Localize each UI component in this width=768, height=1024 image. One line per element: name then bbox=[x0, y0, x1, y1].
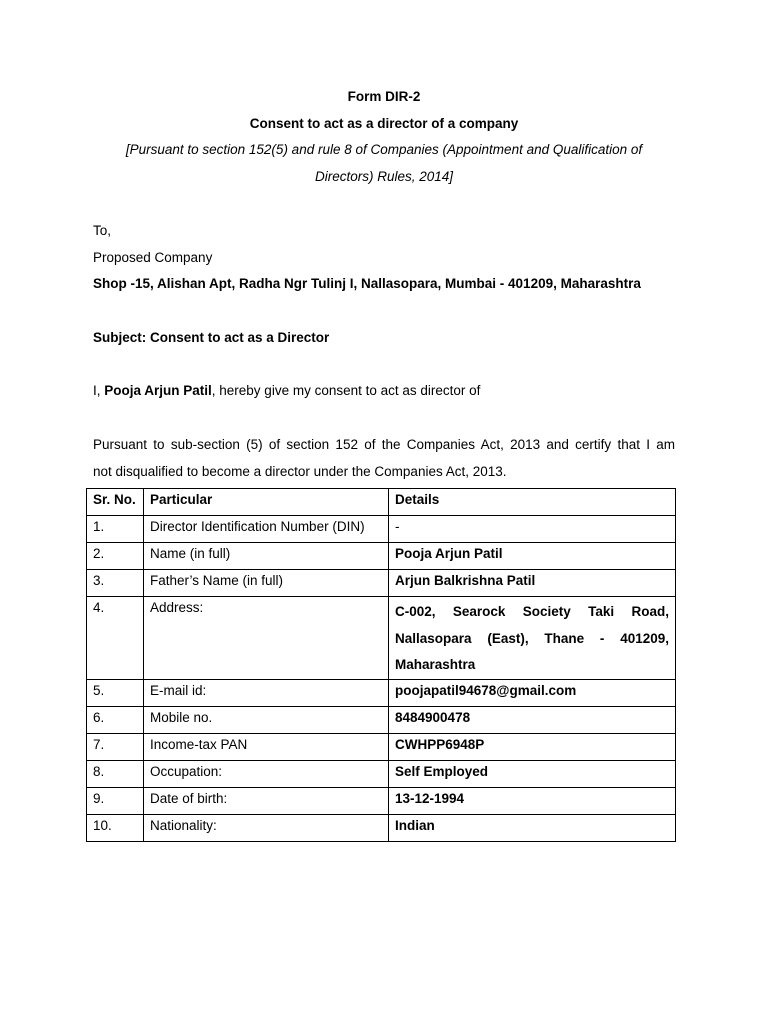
table-header-row bbox=[87, 489, 676, 516]
salutation-to: To, bbox=[93, 223, 112, 238]
row-sr: 2. bbox=[87, 543, 144, 570]
address-line2: Nallasopara (East), Thane - 401209, bbox=[395, 630, 669, 646]
director-details-table bbox=[86, 488, 676, 842]
form-subtitle-line2: Directors) Rules, 2014] bbox=[314, 169, 454, 184]
row-particular: Mobile no. bbox=[144, 706, 389, 733]
row-details: CWHPP6948P bbox=[389, 733, 676, 760]
row-particular: Nationality: bbox=[144, 814, 389, 841]
table-row bbox=[87, 516, 676, 543]
header-particular: Particular bbox=[144, 489, 389, 516]
row-particular: Address: bbox=[144, 597, 389, 680]
row-details: 13-12-1994 bbox=[389, 787, 676, 814]
declaration-line2: not disqualified to become a director under the Companies Act, 2013. bbox=[93, 464, 507, 479]
table-row bbox=[87, 706, 676, 733]
consent-prefix: I, bbox=[93, 383, 105, 398]
subject-line: Subject: Consent to act as a Director bbox=[93, 330, 330, 345]
row-sr: 5. bbox=[87, 679, 144, 706]
consent-statement bbox=[93, 383, 480, 398]
table-row bbox=[87, 814, 676, 841]
row-sr: 8. bbox=[87, 760, 144, 787]
row-particular: Name (in full) bbox=[144, 543, 389, 570]
row-particular: E-mail id: bbox=[144, 679, 389, 706]
row-sr: 9. bbox=[87, 787, 144, 814]
addressee-company: Proposed Company bbox=[93, 250, 213, 265]
form-title: Consent to act as a director of a company bbox=[249, 116, 519, 131]
header-details: Details bbox=[389, 489, 676, 516]
declaration-line1: Pursuant to sub-section (5) of section 152 of the Companies Act, 2013 and certify that I am bbox=[93, 437, 675, 452]
row-sr: 7. bbox=[87, 733, 144, 760]
row-details: Self Employed bbox=[389, 760, 676, 787]
row-sr: 4. bbox=[87, 597, 144, 680]
row-details: Indian bbox=[389, 814, 676, 841]
address-line1: C-002, Searock Society Taki Road, bbox=[395, 604, 669, 619]
row-particular: Date of birth: bbox=[144, 787, 389, 814]
declaration-paragraph bbox=[93, 436, 675, 481]
table-row bbox=[87, 570, 676, 597]
row-particular: Occupation: bbox=[144, 760, 389, 787]
row-particular: Income-tax PAN bbox=[144, 733, 389, 760]
table-row bbox=[87, 760, 676, 787]
addressee-address: Shop -15, Alishan Apt, Radha Ngr Tulinj I, Nallasopara, Mumbai - 401209, Maharashtra bbox=[93, 276, 641, 291]
consent-suffix: , hereby give my consent to act as director of bbox=[211, 383, 481, 398]
address-line3: Maharashtra bbox=[395, 657, 476, 672]
row-particular: Director Identification Number (DIN) bbox=[144, 516, 389, 543]
row-details: 8484900478 bbox=[389, 706, 676, 733]
table-row bbox=[87, 543, 676, 570]
row-sr: 6. bbox=[87, 706, 144, 733]
table-row bbox=[87, 733, 676, 760]
row-details-address bbox=[389, 597, 676, 680]
consent-name: Pooja Arjun Patil bbox=[104, 383, 212, 398]
header-sr-no: Sr. No. bbox=[87, 489, 144, 516]
row-details: Pooja Arjun Patil bbox=[389, 543, 676, 570]
form-number: Form DIR-2 bbox=[347, 89, 421, 104]
table-row bbox=[87, 597, 676, 680]
table-row bbox=[87, 679, 676, 706]
form-subtitle-line1: [Pursuant to section 152(5) and rule 8 of Companies (Appointment and Qualification of bbox=[125, 142, 643, 157]
row-sr: 3. bbox=[87, 570, 144, 597]
row-sr: 10. bbox=[87, 814, 144, 841]
row-details: - bbox=[389, 516, 676, 543]
row-sr: 1. bbox=[87, 516, 144, 543]
row-details: Arjun Balkrishna Patil bbox=[389, 570, 676, 597]
table-row bbox=[87, 787, 676, 814]
row-details: poojapatil94678@gmail.com bbox=[389, 679, 676, 706]
row-particular: Father’s Name (in full) bbox=[144, 570, 389, 597]
